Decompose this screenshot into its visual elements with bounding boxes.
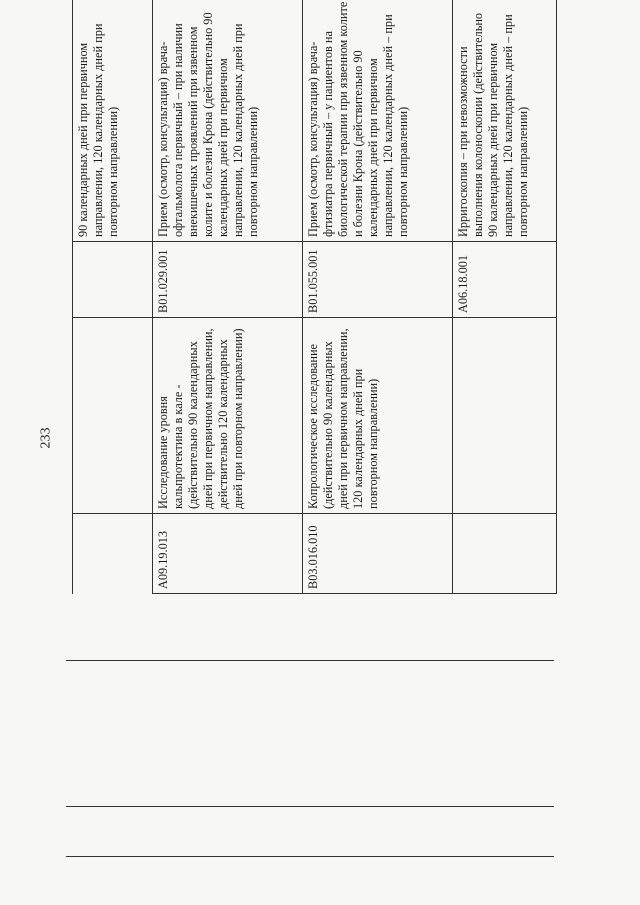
page-number-text: 233 (38, 427, 53, 449)
table-rule (66, 806, 554, 807)
cell-desc1 (453, 318, 557, 514)
table-row (73, 0, 153, 594)
cell-desc1: Копрологическое исследование (действительно 90 календарных дней при первичном направлении, 120 календарных дней при повторном направлении) (303, 318, 453, 514)
cell-code1 (73, 514, 153, 594)
cell-code1: B03.016.010 (303, 514, 453, 594)
table-row (153, 0, 303, 594)
cell-code1 (453, 514, 557, 594)
cell-desc2: Ирригоскопия – при невозможности выполнения колоноскопии (действительно 90 календарных дней при первичном направлении, 120 календарных дней – при повторном направлении) (453, 0, 557, 242)
cell-code2: A06.18.001 (453, 242, 557, 318)
cell-code1: A09.19.013 (153, 514, 303, 594)
table-rule (66, 856, 554, 857)
cell-desc2: 90 календарных дней при первичном направлении, 120 календарных дней при повторном направлении) (73, 0, 153, 242)
cell-code2: B01.029.001 (153, 242, 303, 318)
cell-desc1: Исследование уровня кальпротектина в кале - (действительно 90 календарных дней при первичном направлении, действительно 120 календарных дней при повторном направлении) (153, 318, 303, 514)
page-number (34, 418, 58, 458)
cell-desc2: Прием (осмотр, консультация) врача-офтальмолога первичный – при наличии внекишечных проявлений при язвенном колите и болезни Крона (действительно 90 календарных дней при первичном направлении, 120 календарных дней при повторном направлении) (153, 0, 303, 242)
cell-desc1 (73, 318, 153, 514)
rotated-table (72, 0, 556, 594)
cell-desc2: Прием (осмотр, консультация) врача-фтизиатра первичный – у пациентов на биологической терапии при язвенном колите и болезни Крона (действительно 90 календарных дней при первичном направлении, 120 календарных дней – при повторном направлении) (303, 0, 453, 242)
table-row (303, 0, 453, 594)
cell-code2 (73, 242, 153, 318)
cell-code2: B01.055.001 (303, 242, 453, 318)
table-row (453, 0, 557, 594)
services-table (72, 0, 557, 594)
table-rule (66, 660, 554, 661)
